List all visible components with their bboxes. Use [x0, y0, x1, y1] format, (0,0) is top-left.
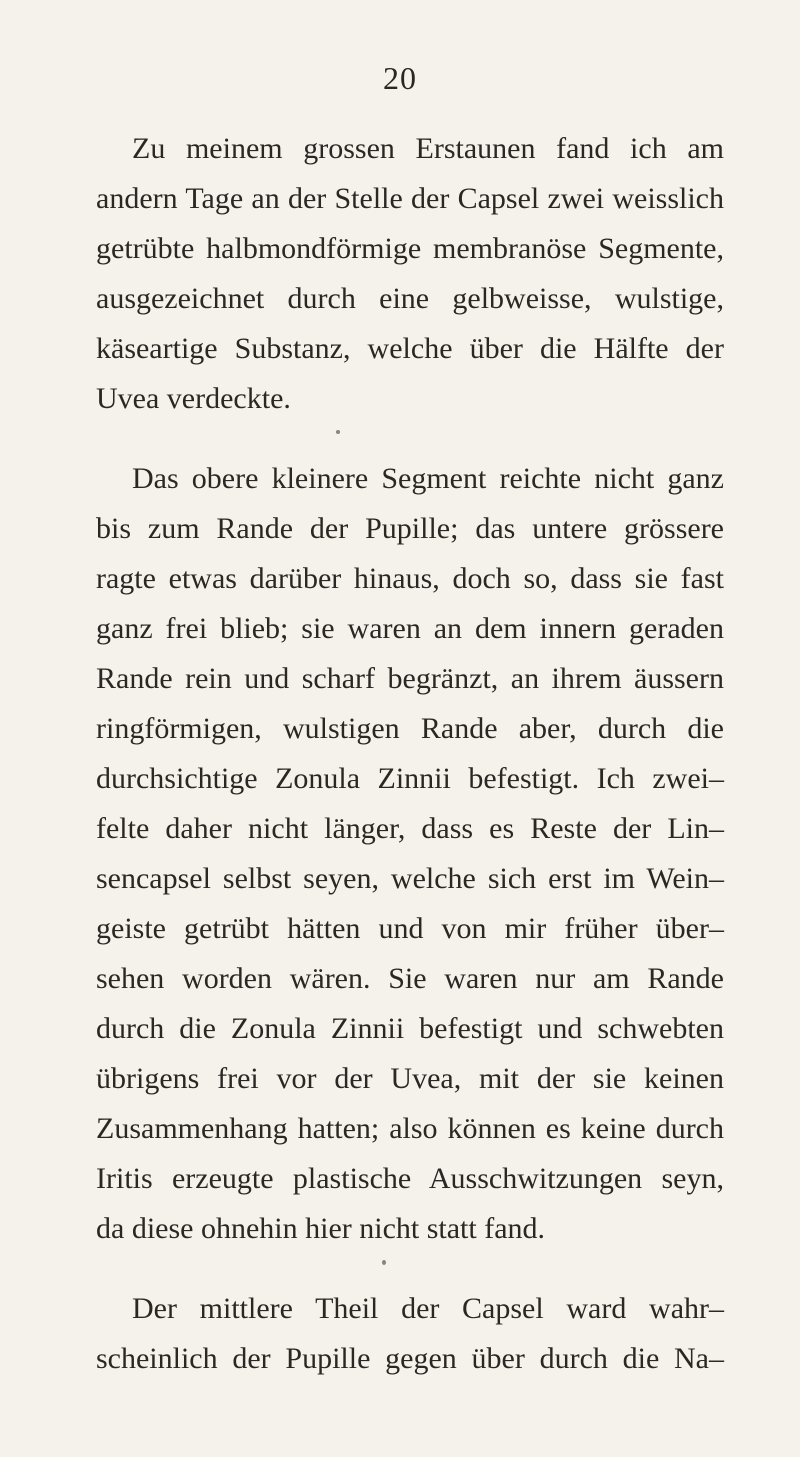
text-line: ganz frei blieb; sie waren an dem innern geraden [96, 612, 724, 645]
text-line: übrigens frei vor der Uvea, mit der sie keinen [96, 1062, 724, 1095]
text-line: ausgezeichnet durch eine gelbweisse, wulstige, [96, 282, 724, 315]
text-line: getrübte halbmondförmige membranöse Segmente, [96, 232, 724, 265]
text-line: Rande rein und scharf begränzt, an ihrem äussern [96, 662, 724, 695]
text-line: sencapsel selbst seyen, welche sich erst im Wein– [96, 862, 724, 895]
text-line: sehen worden wären. Sie waren nur am Rande [96, 962, 724, 995]
text-line: durchsichtige Zonula Zinnii befestigt. Ich zwei– [96, 762, 724, 795]
paper-speck [382, 1260, 386, 1265]
text-line: durch die Zonula Zinnii befestigt und schwebten [96, 1012, 724, 1045]
text-line: Iritis erzeugte plastische Ausschwitzungen seyn, [96, 1162, 724, 1195]
page-number: 20 [383, 60, 417, 96]
text-line: scheinlich der Pupille gegen über durch die Na– [96, 1342, 724, 1375]
text-line: felte daher nicht länger, dass es Reste der Lin– [96, 812, 724, 845]
text-line: da diese ohnehin hier nicht statt fand. [96, 1212, 546, 1245]
text-line: andern Tage an der Stelle der Capsel zwei weisslich [96, 182, 724, 215]
text-line: bis zum Rande der Pupille; das untere grössere [96, 512, 724, 545]
text-line: käseartige Substanz, welche über die Hälfte der [96, 332, 724, 365]
text-line: ragte etwas darüber hinaus, doch so, dass sie fast [96, 562, 724, 595]
text-line: geiste getrübt hätten und von mir früher über– [96, 912, 724, 945]
text-line: Zusammenhang hatten; also können es keine durch [96, 1112, 724, 1145]
text-line: Zu meinem grossen Erstaunen fand ich am [132, 132, 724, 165]
text-line: ringförmigen, wulstigen Rande aber, durch die [96, 712, 724, 745]
text-line: Uvea verdeckte. [96, 382, 291, 415]
text-line: Das obere kleinere Segment reichte nicht ganz [132, 462, 724, 495]
text-line: Der mittlere Theil der Capsel ward wahr– [132, 1292, 724, 1325]
paper-speck [336, 430, 340, 434]
